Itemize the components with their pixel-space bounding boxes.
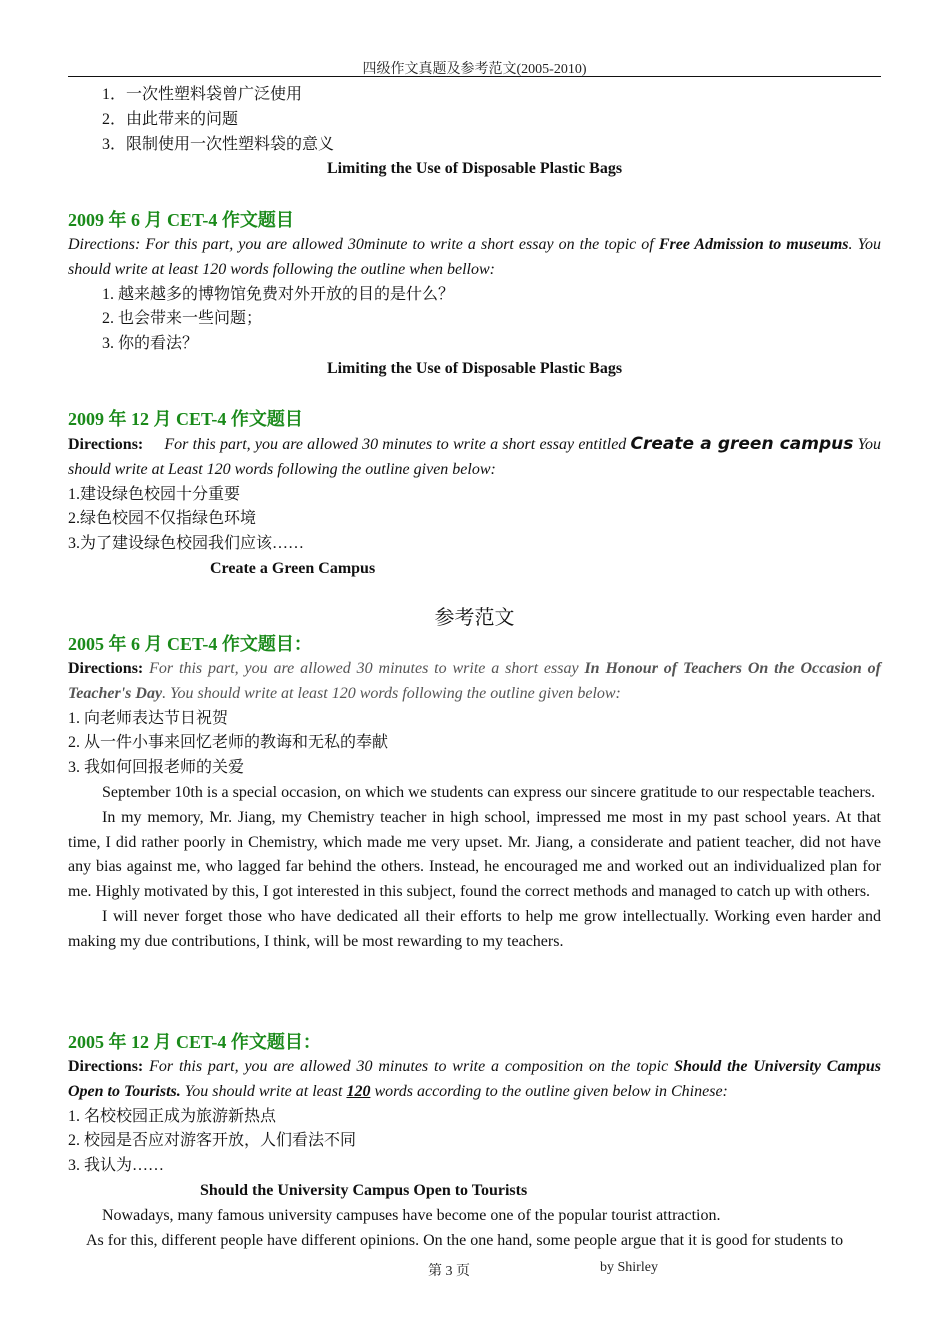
directions-tail: You should write at Least 120 words following the outline given below:: [68, 436, 882, 478]
directions-text: For this part, you are allowed 30 minutes to write a short essay entitled: [164, 436, 631, 453]
page-header: 四级作文真题及参考范文(2005-2010): [362, 62, 587, 77]
directions-text: For this part, you are allowed 30 minutes to write a composition on the topic: [143, 1058, 675, 1075]
directions-topic: Create a green campus: [630, 434, 854, 454]
reference-essays-section: [68, 604, 881, 632]
block-plastic-bags-outline: [68, 83, 881, 182]
essay-paragraph: As for this, different people have different opinions. On the one hand, some people argue that it is good for students to: [86, 1231, 844, 1249]
outline-item: 1. 名校校园正成为旅游新热点: [68, 1107, 277, 1125]
author-credit: by Shirley: [600, 1260, 658, 1275]
page-number: 第 3 页: [428, 1264, 470, 1279]
outline-item: 3. 你的看法？: [102, 335, 199, 353]
section-heading: 2005 年 6 月 CET-4 作文题目：: [68, 634, 312, 654]
directions-text: Directions: For this part, you are allowed 30minute to write a short essay on the topic of: [68, 236, 659, 253]
essay-paragraph: I will never forget those who have dedicated all their efforts to help me grow intellectually. Working even harder and making my due contributions, I think, will be most rewarding to my teachers.: [68, 907, 881, 950]
essay-title: Should the University Campus Open to Tourists: [200, 1181, 528, 1199]
outline-item: 2. 校园是否应对游客开放，人们看法不同: [68, 1132, 357, 1150]
directions-tail: . You should write at least 120 words following the outline when bellow:: [68, 236, 881, 278]
essay-title: Limiting the Use of Disposable Plastic Bags: [326, 160, 623, 178]
section-heading: 2005 年 12 月 CET-4 作文题目：: [68, 1032, 321, 1052]
outline-item: 2.绿色校园不仅指绿色环境: [68, 510, 257, 528]
directions-label: Directions:: [68, 436, 144, 453]
directions-mid: You should write at least: [180, 1082, 347, 1100]
outline-item: 3. 我如何回报老师的关爱: [68, 759, 245, 777]
directions: [68, 657, 881, 707]
block-2005-june: [68, 631, 881, 955]
section-heading: 2009 年 6 月 CET-4 作文题目: [68, 210, 294, 230]
essay-title: Limiting the Use of Disposable Plastic Bags: [326, 359, 623, 377]
directions-word-count: 120: [346, 1082, 371, 1100]
outline-item: 3. 我认为……: [68, 1157, 165, 1175]
block-2009-june: [68, 207, 881, 382]
outline-item: 1. 越来越多的博物馆免费对外开放的目的是什么？: [102, 285, 455, 303]
directions-text: For this part, you are allowed 30 minutes to write a short essay: [143, 660, 585, 677]
directions-label: Directions:: [68, 660, 144, 677]
section-title: 参考范文: [434, 607, 515, 629]
section-heading: 2009 年 12 月 CET-4 作文题目: [68, 409, 303, 429]
directions-label: Directions:: [68, 1058, 144, 1075]
essay-paragraph: Nowadays, many famous university campuses have become one of the popular tourist attraction.: [102, 1206, 721, 1224]
essay-title: Create a Green Campus: [210, 559, 376, 577]
block-2005-december: [68, 1029, 881, 1253]
outline-item: 1．一次性塑料袋曾广泛使用: [102, 86, 303, 103]
directions-topic: Free Admission to museums: [658, 236, 849, 253]
header-rule: [68, 76, 881, 77]
outline-item: 3.为了建设绿色校园我们应该……: [68, 535, 305, 553]
directions-tail: . You should write at least 120 words following the outline given below:: [162, 684, 621, 702]
directions-tail: words according to the outline given below in Chinese:: [370, 1082, 728, 1100]
outline-item: 1.建设绿色校园十分重要: [68, 485, 241, 503]
essay-paragraph: In my memory, Mr. Jiang, my Chemistry teacher in high school, impressed me most in my past school years. At that time, I did rather poorly in Chemistry, which made me very upset. Mr. Jiang, a considerate and patient teacher, did not have any bias against me, who lagged far behind the others. Instead, he encouraged me and worked out an individualized plan for me. Highly motivated by this, I got interested in this subject, found the correct methods and managed to catch up with others.: [68, 808, 881, 901]
directions: [68, 432, 881, 483]
directions: [68, 233, 881, 283]
outline-item: 2. 也会带来一些问题；: [102, 310, 263, 328]
essay-paragraph: September 10th is a special occasion, on which we students can express our sincere gratitude to our respectable teachers.: [102, 783, 876, 801]
directions: [68, 1055, 881, 1105]
outline-item: 2. 从一件小事来回忆老师的教诲和无私的奉献: [68, 734, 389, 752]
directions-topic: In Honour of Teachers On the Occasion of Teacher's Day: [68, 660, 882, 702]
outline-item: 3．限制使用一次性塑料袋的意义: [102, 135, 335, 153]
block-2009-december: [68, 406, 881, 582]
directions-topic: Should the University Campus Open to Tourists.: [68, 1058, 882, 1100]
outline-item: 1. 向老师表达节日祝贺: [68, 709, 229, 727]
outline-item: 2．由此带来的问题: [102, 110, 239, 128]
